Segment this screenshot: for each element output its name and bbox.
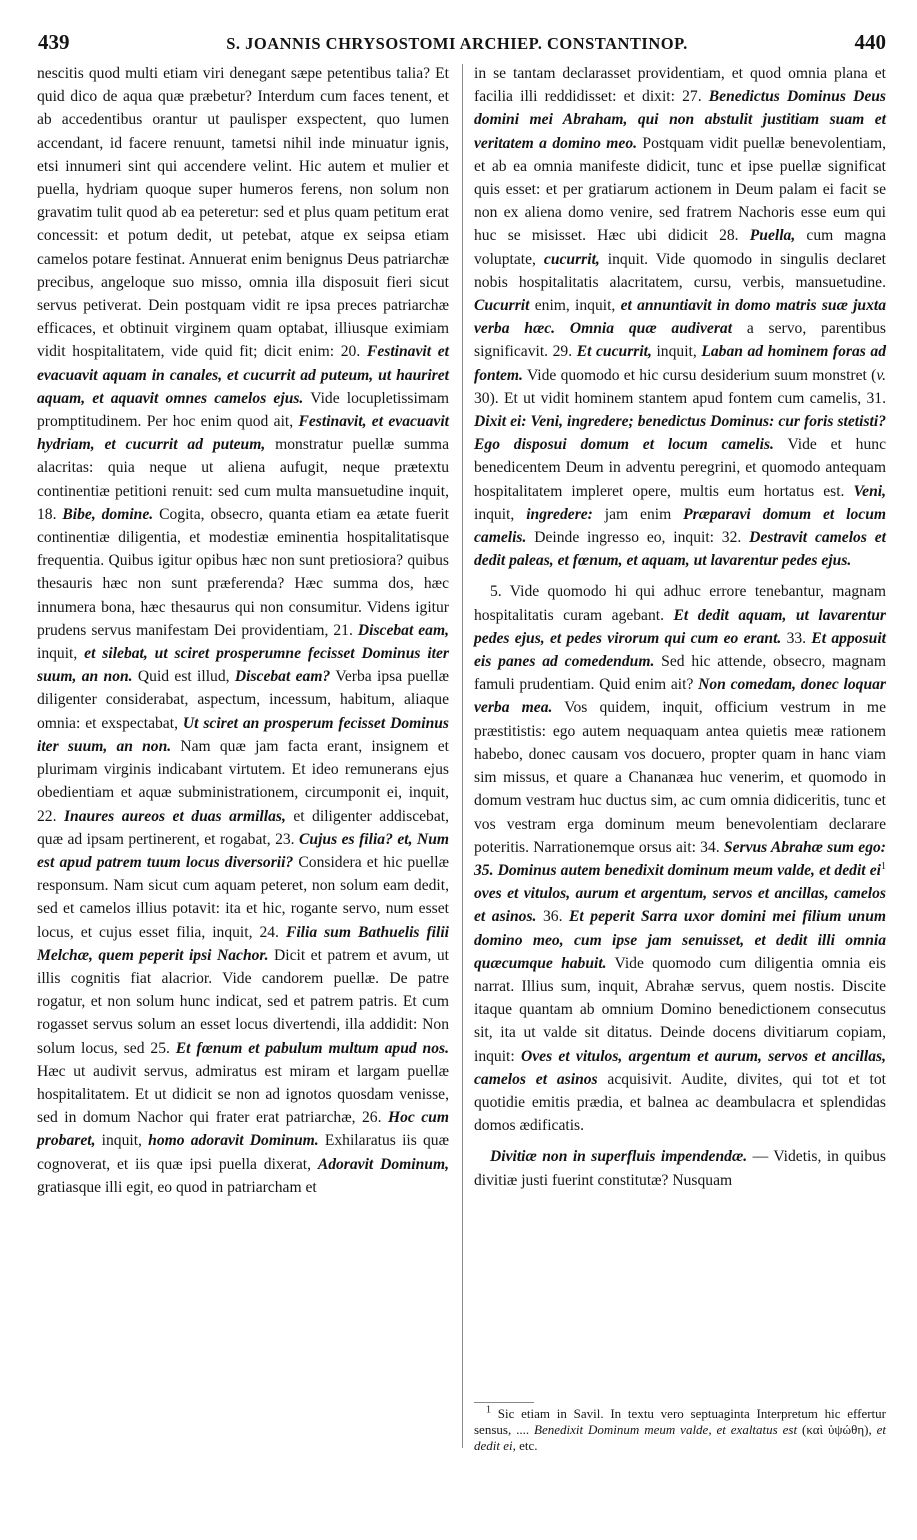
scripture-quote: Discebat eam? (234, 668, 331, 686)
scripture-quote: Adoravit Dominum, (317, 1155, 449, 1173)
footnote-marker: 1 (486, 1404, 491, 1416)
scripture-quote: Festinavit, et evacuavit hydriam, et cucurrit ad puteum, (37, 413, 449, 454)
footnote (474, 1406, 886, 1454)
footnote-text (474, 1406, 886, 1454)
running-title: S. JOANNIS CHRYSOSTOMI ARCHIEP. CONSTANTINOP. (226, 34, 688, 53)
left-column (37, 62, 449, 1199)
footnote-marker: 1 (881, 860, 886, 872)
text-run: gratiasque illi egit, eo quod in patriarcham et (37, 1178, 317, 1196)
scripture-quote: Et dedit aquam, ut lavarentur pedes ejus, et pedes virorum qui cum eo erant. (474, 606, 886, 647)
text-run: enim, inquit, (529, 297, 621, 315)
text-run: Vide quomodo cum diligentia omnia eis narrat. Illius sum, inquit, Abrahæ servus, quem nostis. Discite itaque quantam ab omnium Domino benedictionem consecutus sit, ita ut valde sit ditatus. Deinde docens divitiarum copiam, inquit: (474, 954, 886, 1065)
text-run: jam enim (592, 505, 684, 523)
paragraph (474, 62, 886, 572)
scripture-quote: Bibe, domine. (62, 505, 154, 523)
scripture-quote: Veni, (853, 482, 886, 500)
text-run: 5. Vide quomodo hi qui adhuc errore tenebantur, magnam hospitalitatis curam agebant. (474, 583, 886, 624)
scripture-quote: Laban ad hominem foras ad fontem. (474, 343, 886, 384)
page-number-left: 439 (38, 30, 70, 54)
scripture-quote: Et apposuit eis panes ad comedendum. (474, 629, 886, 671)
text-run: etc. (515, 1438, 538, 1453)
scripture-quote: Et fœnum et pabulum multum apud nos. (175, 1039, 449, 1057)
text-run: Considera et hic puellæ responsum. Nam sicut cum aquam peteret, non solum eam dedit, sed et camelos illius potavit: ita et hic, rogante servo, num esset locus, et cujus esset filia, inquit, 24. (37, 853, 449, 941)
scripture-quote: Inaures aureos et duas armillas, (63, 807, 286, 825)
scripture-quote: Benedictus Dominus Deus domini mei Abraham, qui non abstulit justitiam suam et veritatem a domino meo. (474, 88, 886, 152)
text-run: in se tantam declarasset providentiam, et quod omnia plana et facilia illi reddidisset: et dixit: 27. (474, 65, 886, 106)
text-run: v. (876, 366, 886, 384)
page-number-right: 440 (854, 30, 886, 54)
text-run: Sic etiam in Savil. In textu vero septuaginta Interpretum hic effertur sensus, .... (474, 1406, 886, 1437)
scripture-quote: Oves et vitulos, argentum et aurum, servos et ancillas, camelos et asinos (474, 1047, 886, 1088)
text-run: Postquam vidit puellæ benevolentiam, et ab ea omnia manifeste didicit, tunc et ipse puellæ significat quis esset: et per gratiarum actionem in Deum palam ei facit se non ex aliena domo venire, sed fratrem Nachoris esse eum qui huc se misisset. Hæc ubi didicit 28. (474, 134, 886, 245)
text-run: inquit, (95, 1132, 149, 1150)
text-run: Vide et hunc benedicentem Deum in adventu peregrini, et quomodo antequam hospitalitatem impleret opere, multis eum hortatus est. (474, 436, 886, 500)
text-run: inquit, (474, 505, 527, 523)
scripture-quote: et annuntiavit in domo matris suæ juxta verba hæc. Omnia quæ audiverat (474, 297, 886, 338)
paragraph (474, 580, 886, 1137)
text-run: Vide quomodo et hic cursu desiderium suum monstret ( (522, 366, 877, 384)
footnote-rule (474, 1402, 534, 1403)
text-run: Sed hic attende, obsecro, magnam famuli prudentiam. Quid enim ait? (474, 653, 886, 694)
running-header (28, 30, 886, 58)
scripture-quote: Dixit ei: Veni, ingredere; benedictus Dominus: cur foris stetisti? Ego disposui domum et locum camelis. (474, 413, 886, 454)
text-run: Dicit et patrem et avum, ut illis cognitis fiat alacrior. Vide candorem puellæ. De patre rogatur, et non solum hunc indicat, sed et patrem patris. Et cum rogasset servus solum an esset locus divertendi, illa addidit: Non solum locus, sed 25. (37, 946, 449, 1057)
scripture-quote: Puella, (749, 227, 796, 245)
scripture-quote: homo adoravit Dominum. (148, 1132, 319, 1150)
right-column (474, 62, 886, 1192)
scripture-quote: Et cucurrit, (576, 343, 652, 361)
text-run: Hæc ut audivit servus, admiratus est miram et largam puellæ hospitalitatem. Et ut didicit se non ad ignotos quosdam venisse, sed in domum Nachor qui frater erat patriarchæ, 26. (37, 1062, 449, 1127)
text-run: 33. (781, 629, 812, 647)
text-run: inquit, (651, 343, 702, 361)
scripture-quote: ingredere: (526, 505, 593, 523)
scripture-quote: Discebat eam, (357, 621, 450, 639)
text-run: nescitis quod multi etiam viri denegant sæpe petentibus talia? Et quid dico de aqua quæ præbetur? Interdum cum faces tenent, et ab accedentibus orantur ut paulisper exspectent, quo lumen accendant, id facere renuunt, tametsi nihil inde minuatur ignis, etsi innumeri sint qui accendere velint. Hic autem et mulier et puella, hydriam quoque super humeros ferens, non solum non gravatim tulit quod ab ea peteretur: sed et plus quam petitum erat concessit: et potum dedit, ut petebat, atque ex seipsa etiam camelos potare festinat. Annuerat enim benignus Deus patriarchæ precibus, angeloque suo misso, omnia illa disposuit fieri sicut servus petiverat. Dein postquam vidit re ipsa preces patriarchæ efficaces, et obtinuit virginem quam optabat, illiusque eximiam vidit hospitalitatem, vide quid fit; dicit enim: 20. (37, 65, 449, 361)
text-run: Quid est illud, (132, 668, 235, 686)
text-run: Nam quæ jam facta erant, insignem et plurimam virginis indicabant virtutem. Et ideo remunerans ejus obedientiam et aquæ subministrationem, circumponit ei, inquit, 22. (37, 737, 449, 825)
text-run: (καὶ ὑψώθη), (797, 1422, 877, 1437)
scripture-quote: Hoc cum probaret, (37, 1109, 449, 1150)
text-run: Deinde ingresso eo, inquit: 32. (526, 529, 750, 547)
paragraph (474, 1145, 886, 1191)
text-run: cum magna voluptate, (474, 227, 886, 268)
text-run: a servo, parentibus significavit. 29. (474, 320, 886, 361)
text-run: Benedixit Dominum meum valde, et exaltatus est (534, 1422, 798, 1437)
text-run: acquisivit. Audite, divites, qui tot et tot quotidie emitis prædia, et balnea ac deambulacra et splendidas domos ædificatis. (474, 1070, 886, 1135)
text-run: et diligenter addiscebat, quæ ad ipsam pertinerent, et rogabat, 23. (37, 807, 450, 848)
scripture-quote: Et peperit Sarra uxor domini mei filium unum domino meo, cum ipse jam senuisset, et dedit illi omnia quæcumque habuit. (474, 908, 887, 972)
scripture-quote: cucurrit, (543, 250, 600, 268)
scripture-quote: oves et vitulos, aurum et argentum, servos et ancillas, camelos et asinos. (474, 885, 886, 926)
text-run: Vide locupletissimam promptitudinem. Per hoc enim quod ait, (37, 389, 450, 431)
text-run: Verba ipsa puellæ diligenter considerabat, aspectum, incessum, habitum, aliaque omnia: et exspectabat, (37, 668, 450, 732)
scripture-quote: Festinavit et evacuavit aquam in canales, et cucurrit ad puteum, ut hauriret aquam, et aquavit omnes camelos ejus. (37, 343, 449, 407)
text-run: Exhilaratus iis quæ cognoverat, et iis quæ ipsi puella dixerat, (37, 1132, 449, 1173)
text-run: inquit. Vide quomodo in singulis declaret nobis hospitalitatis alacritatem, cursu, verbis, mansuetudine. (474, 250, 886, 291)
scripture-quote: Servus Abrahæ sum ego: 35. Dominus autem benedixit dominum meum valde, et dedit ei (474, 838, 886, 879)
text-run: monstratur puellæ summa alacritas: quia neque ut aliena aufugit, neque prætextu continentiæ petitioni renuit: sed cum multa mansuetudine inquit, 18. (37, 436, 449, 523)
text-run: Vos quidem, inquit, officium vestrum in me præstitistis: ego autem nequaquam antea quietis meæ rationem habebo, donec causam vos docuero, propter quam in hanc viam sim missus, et quare a Chananæa huc venerim, et quomodo in domum vestram huc ductus sim, ac cum omnia didiceritis, tunc et vos vestram erga dominum meum benevolentiam declarare poteritis. Narrationemque orsus ait: 34. (474, 699, 886, 856)
text-run: et dedit ei, (474, 1422, 887, 1453)
scripture-quote: et silebat, ut sciret prosperumne fecisset Dominus iter suum, an non. (37, 645, 449, 686)
scripture-quote: Filia sum Bathuelis filii Melchæ, quem peperit ipsi Nachor. (37, 923, 449, 964)
text-run: inquit, (37, 645, 85, 663)
scripture-quote: Cujus es filia? et, Num est apud patrem tuum locus diversorii? (37, 830, 450, 871)
paragraph (37, 62, 449, 1199)
text-run: Cogita, obsecro, quanta etiam ea ætate fuerit continentiæ diligentia, et modestiæ eminentia hospitalitatisque frequentia. Quibus igitur opibus hæc non sunt pretiosiora? quibus thesauris hæc non sunt præferenda? Hæc summa dos, hæc innumera bona, hæc thesaurus qui non consumitur. Videns igitur prudens servus manifestam Dei providentiam, 21. (37, 505, 450, 639)
text-run: 30). Et ut vidit hominem stantem apud fontem cum camelis, 31. (474, 389, 886, 407)
column-divider (462, 64, 463, 1448)
scripture-quote: Destravit camelos et dedit paleas, et fœnum, et aquam, ut lavarentur pedes ejus. (474, 529, 886, 570)
text-run: — Videtis, in quibus divitiæ justi fuerint constitutæ? Nusquam (474, 1148, 886, 1189)
scripture-quote: Non comedam, donec loquar verba mea. (474, 676, 886, 717)
scripture-quote: Ut sciret an prosperum fecisset Dominus iter suum, an non. (37, 714, 450, 755)
scripture-quote: Præparavi domum et locum camelis. (474, 505, 886, 547)
scripture-quote: Divitiæ non in superfluis impendendæ. (490, 1148, 748, 1166)
scripture-quote: Cucurrit (474, 297, 530, 315)
text-run: 36. (536, 908, 570, 926)
